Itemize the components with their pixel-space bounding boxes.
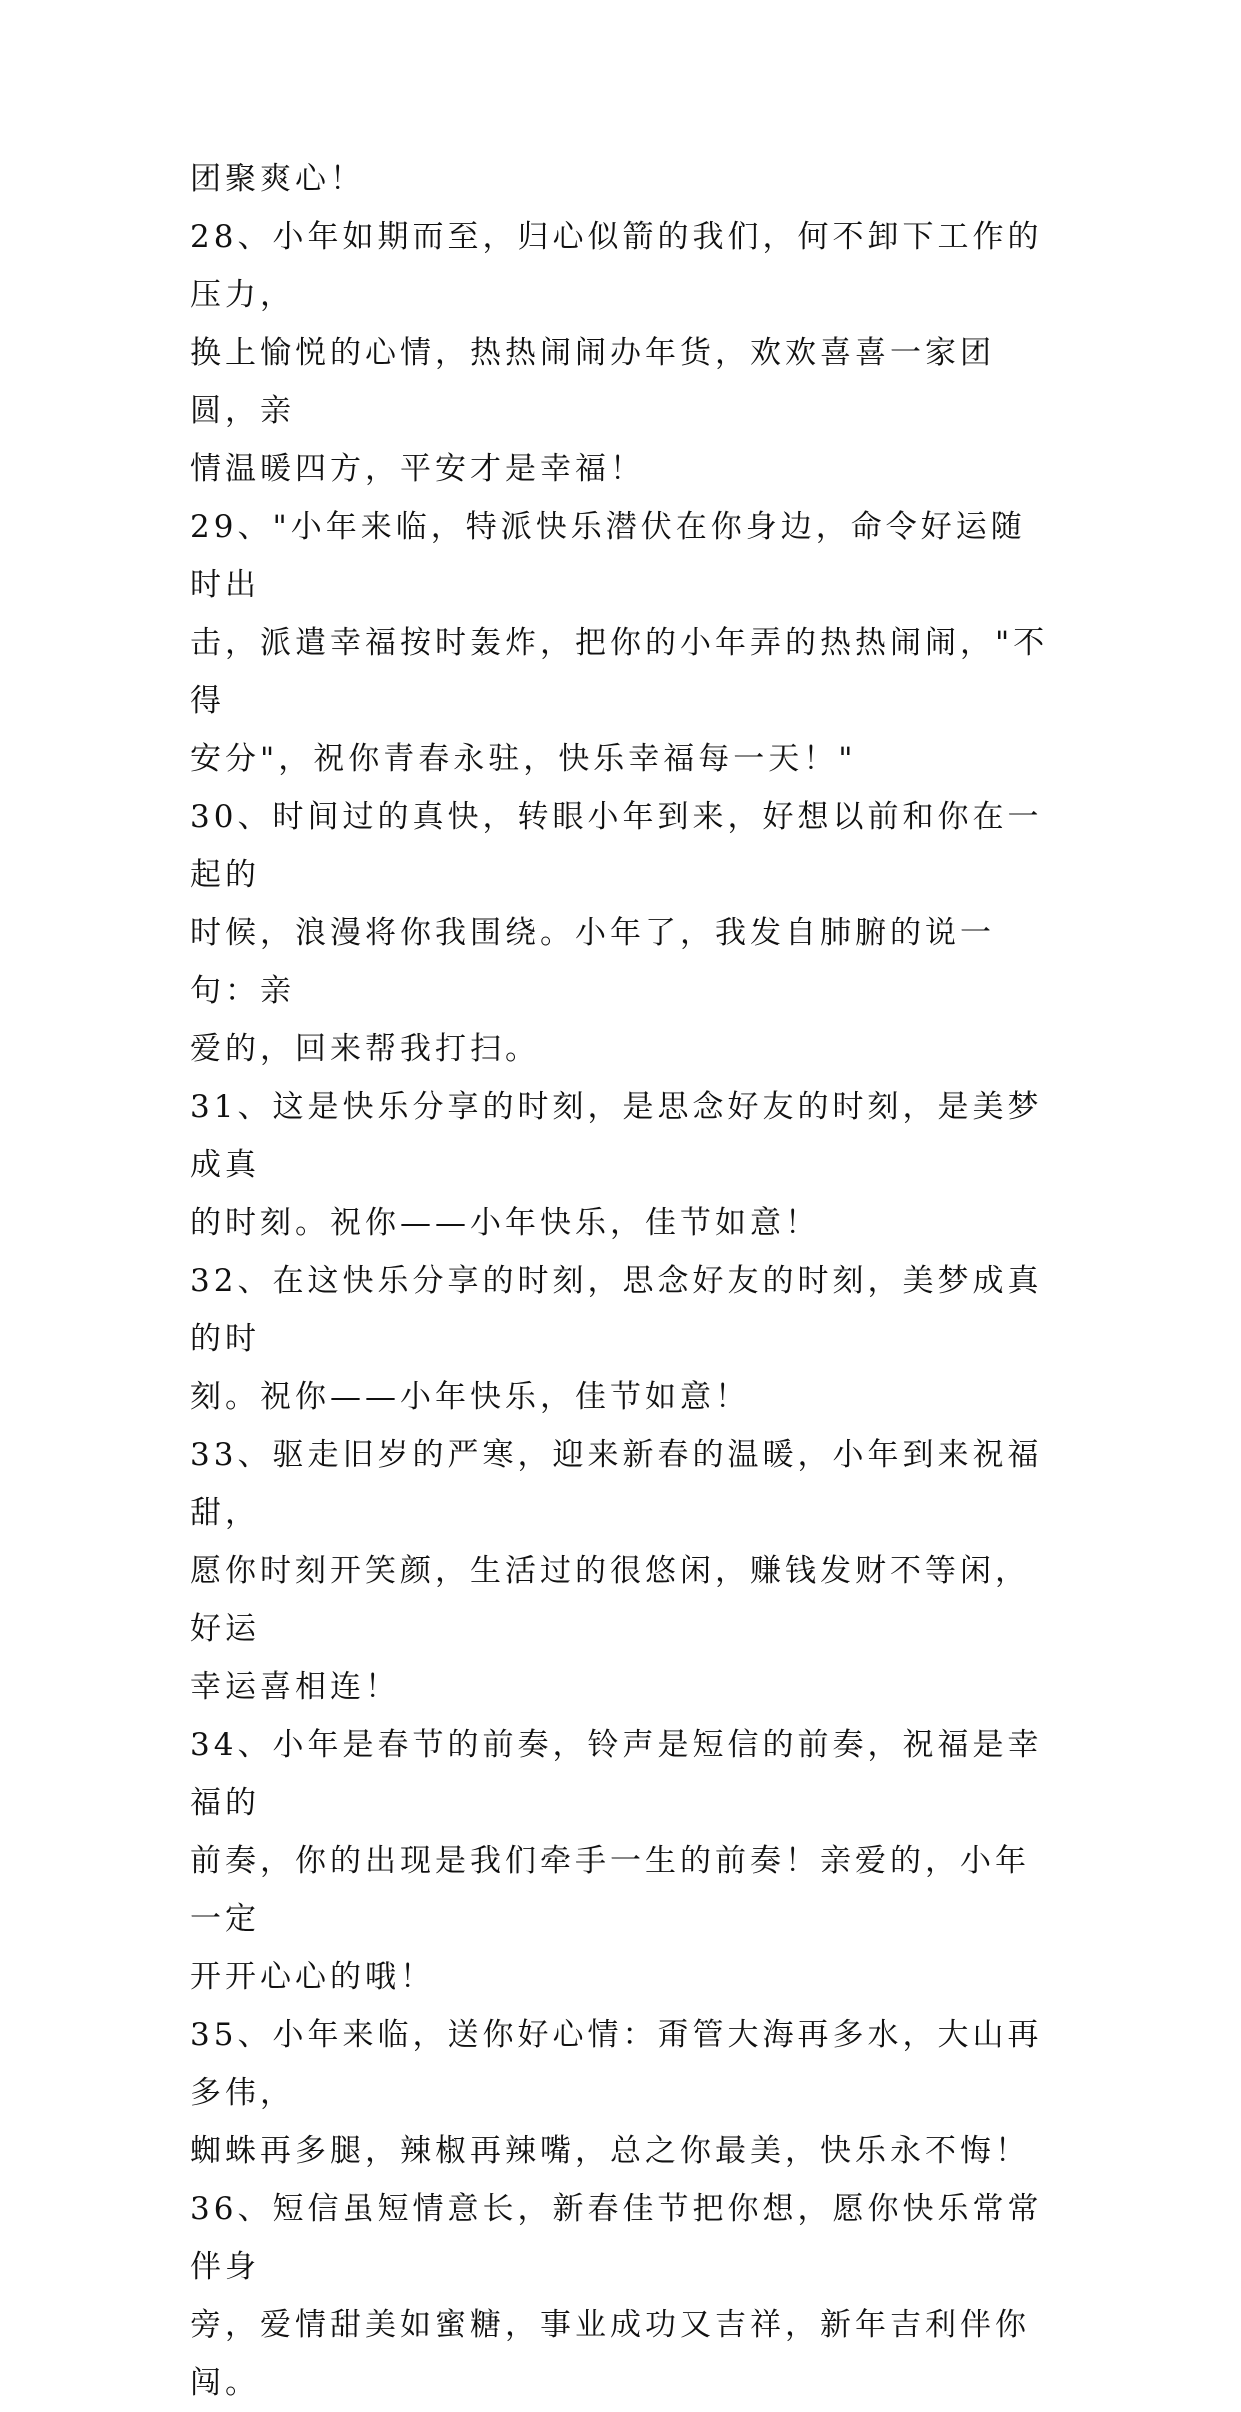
paragraph-30: [190, 788, 1060, 1078]
text-line: 时候，浪漫将你我围绕。小年了，我发自肺腑的说一句：亲: [190, 915, 995, 1009]
text-line: 击，派遣幸福按时轰炸，把你的小年弄的热热闹闹，"不得: [190, 625, 1049, 719]
text-line: 29、"小年来临，特派快乐潜伏在你身边，命令好运随时出: [190, 509, 1026, 603]
text-line: 36、短信虽短情意长，新春佳节把你想，愿你快乐常常伴身: [190, 2191, 1043, 2285]
text-line: 35、小年来临，送你好心情：甭管大海再多水，大山再多伟，: [190, 2017, 1043, 2111]
text-line: 32、在这快乐分享的时刻，思念好友的时刻，美梦成真的时: [190, 1263, 1043, 1357]
text-line: 安分"，祝你青春永驻，快乐幸福每一天！": [190, 741, 857, 777]
text-line: 情温暖四方，平安才是幸福！: [190, 451, 645, 487]
paragraph-31: [190, 1078, 1060, 1252]
paragraph-33: [190, 1426, 1060, 1716]
text-line: 的时刻。祝你——小年快乐，佳节如意！: [190, 1205, 820, 1241]
text-line: 爱的，回来帮我打扫。: [190, 1031, 540, 1067]
paragraph-continuation: [190, 150, 1060, 208]
paragraph-36: [190, 2180, 1060, 2412]
paragraph-35: [190, 2006, 1060, 2180]
text-line: 前奏，你的出现是我们牵手一生的前奏！亲爱的，小年一定: [190, 1843, 1030, 1937]
text-line: 31、这是快乐分享的时刻，是思念好友的时刻，是美梦成真: [190, 1089, 1043, 1183]
paragraph-34: [190, 1716, 1060, 2006]
text-line: 换上愉悦的心情，热热闹闹办年货，欢欢喜喜一家团圆，亲: [190, 335, 995, 429]
text-line: 刻。祝你——小年快乐，佳节如意！: [190, 1379, 750, 1415]
text-line: 愿你时刻开笑颜，生活过的很悠闲，赚钱发财不等闲，好运: [190, 1553, 1030, 1647]
paragraph-28: [190, 208, 1060, 498]
text-line: 30、时间过的真快，转眼小年到来，好想以前和你在一起的: [190, 799, 1043, 893]
text-line: 团聚爽心！: [190, 161, 365, 197]
text-line: 旁，爱情甜美如蜜糖，事业成功又吉祥，新年吉利伴你闯。: [190, 2307, 1030, 2401]
text-line: 34、小年是春节的前奏，铃声是短信的前奏，祝福是幸福的: [190, 1727, 1043, 1821]
text-line: 蜘蛛再多腿，辣椒再辣嘴，总之你最美，快乐永不悔！: [190, 2133, 1030, 2169]
text-line: 28、小年如期而至，归心似箭的我们，何不卸下工作的压力，: [190, 219, 1043, 313]
paragraph-29: [190, 498, 1060, 788]
text-line: 幸运喜相连！: [190, 1669, 400, 1705]
paragraph-32: [190, 1252, 1060, 1426]
document-body: [190, 150, 1060, 2412]
text-line: 33、驱走旧岁的严寒，迎来新春的温暖，小年到来祝福甜，: [190, 1437, 1043, 1531]
text-line: 开开心心的哦！: [190, 1959, 435, 1995]
